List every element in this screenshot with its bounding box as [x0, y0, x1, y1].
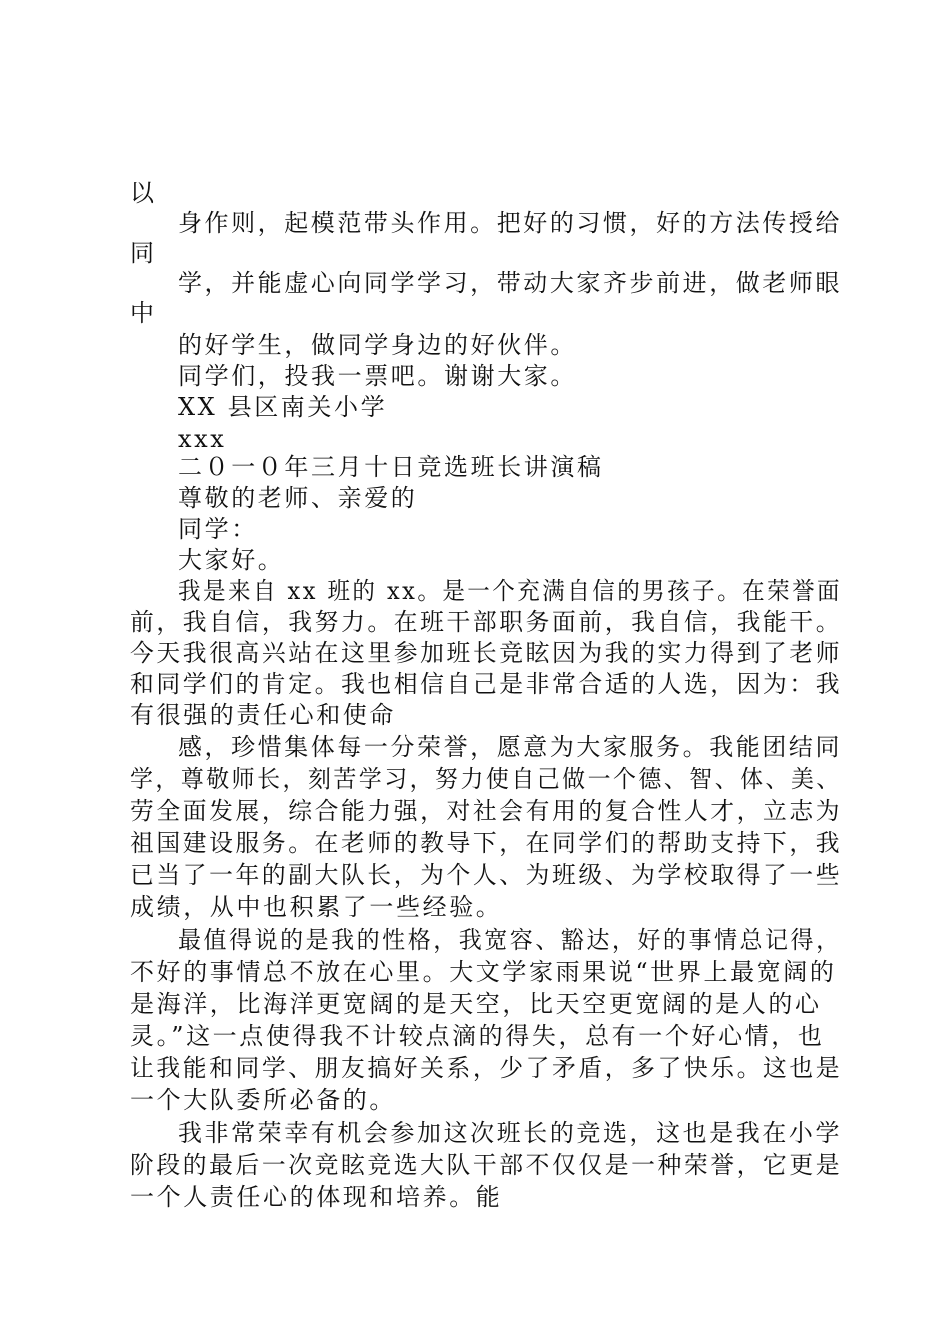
text-line: 前，我自信，我努力。在班干部职务面前，我自信，我能干。 [130, 608, 843, 636]
text-line: 同 [130, 239, 157, 267]
text-line: 灵。”这一点使得我不计较点滴的得失，总有一个好心情，也 [130, 1022, 825, 1050]
text-line: 有很强的责任心和使命 [130, 701, 396, 729]
text-line: 最值得说的是我的性格，我宽容、豁达，好的事情总记得， [178, 926, 842, 954]
text-line: XX 县区南关小学 [178, 393, 388, 421]
text-line: 同学： [178, 515, 258, 543]
text-line: 大家好。 [178, 546, 285, 574]
text-line: 是海洋，比海洋更宽阔的是天空，比天空更宽阔的是人的心 [130, 990, 822, 1018]
text-line: 和同学们的肯定。我也相信自己是非常合适的人选，因为：我 [130, 670, 843, 698]
text-line: 同学们，投我一票吧。谢谢大家。 [178, 362, 577, 390]
text-line: 我非常荣幸有机会参加这次班长的竞选，这也是我在小学 [178, 1119, 843, 1147]
text-line: 我是来自 xx 班的 xx。是一个充满自信的男孩子。在荣誉面 [178, 577, 843, 605]
text-line: 学，并能虚心向同学学习，带动大家齐步前进，做老师眼 [178, 269, 843, 297]
text-line: 身作则，起模范带头作用。把好的习惯，好的方法传授给 [178, 209, 843, 237]
text-line: 一个大队委所必备的。 [130, 1086, 396, 1114]
text-line: 今天我很高兴站在这里参加班长竞眩因为我的实力得到了老师 [130, 639, 843, 667]
text-line: 成绩，从中也积累了一些经验。 [130, 893, 503, 921]
text-line: 祖国建设服务。在老师的教导下，在同学们的帮助支持下，我 [130, 829, 843, 857]
text-line: 阶段的最后一次竞眩竞选大队干部不仅仅是一种荣誉，它更是 [130, 1151, 843, 1179]
text-line: xxx [178, 425, 227, 453]
text-line: 二０一０年三月十日竞选班长讲演稿 [178, 453, 604, 481]
text-line: 已当了一年的副大队长，为个人、为班级、为学校取得了一些 [130, 861, 843, 889]
text-line: 以 [130, 179, 157, 207]
text-line: 让我能和同学、朋友搞好关系，少了矛盾，多了快乐。这也是 [130, 1054, 843, 1082]
text-line: 不好的事情总不放在心里。大文学家雨果说“世界上最宽阔的 [130, 958, 837, 986]
text-line: 一个人责任心的体现和培养。能 [130, 1183, 503, 1211]
text-line: 感，珍惜集体每一分荣誉，愿意为大家服务。我能团结同 [178, 733, 843, 761]
text-line: 劳全面发展，综合能力强，对社会有用的复合性人才，立志为 [130, 797, 843, 825]
text-line: 学，尊敬师长，刻苦学习，努力使自己做一个德、智、体、美、 [130, 765, 842, 793]
text-line: 尊敬的老师、亲爱的 [178, 484, 418, 512]
text-line: 中 [130, 299, 157, 327]
text-line: 的好学生，做同学身边的好伙伴。 [178, 331, 577, 359]
